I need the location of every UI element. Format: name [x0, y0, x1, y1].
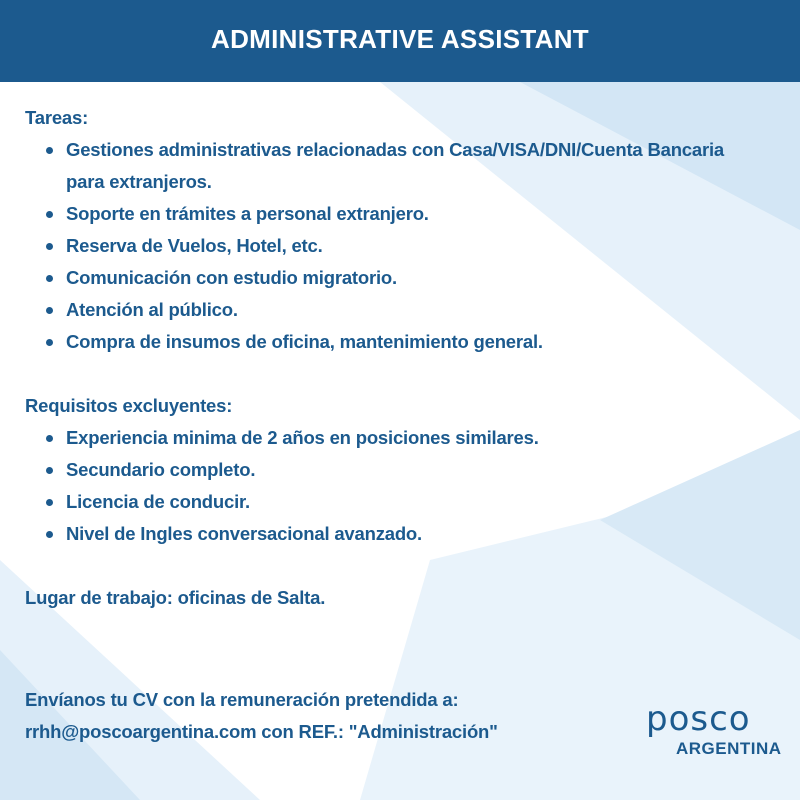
contact-line: Envíanos tu CV con la remuneración pretendida a: — [25, 689, 459, 710]
bullet-icon — [46, 467, 53, 474]
contact-email-line: rrhh@poscoargentina.com con REF.: "Administración" — [25, 721, 498, 742]
bullet-icon — [46, 275, 53, 282]
tasks-title: Tareas: — [25, 107, 89, 128]
spacer — [25, 358, 745, 390]
list-item: Reserva de Vuelos, Hotel, etc. — [66, 230, 745, 262]
bullet-icon — [46, 211, 53, 218]
spacer — [25, 550, 745, 582]
bullet-icon — [46, 147, 53, 154]
workplace-text: Lugar de trabajo: oficinas de Salta. — [25, 587, 326, 608]
logo-subtitle: ARGENTINA — [676, 739, 782, 758]
header-banner — [0, 0, 800, 82]
list-item: Secundario completo. — [66, 454, 745, 486]
list-item: Soporte en trámites a personal extranjero. — [66, 198, 745, 230]
bullet-icon — [46, 307, 53, 314]
tasks-list — [25, 134, 745, 358]
bullet-icon — [46, 531, 53, 538]
posco-logo — [646, 700, 786, 760]
bullet-icon — [46, 339, 53, 346]
bullet-icon — [46, 243, 53, 250]
list-item: Compra de insumos de oficina, mantenimiento general. — [66, 326, 745, 358]
bullet-icon — [46, 435, 53, 442]
bullet-icon — [46, 499, 53, 506]
requirements-list — [25, 422, 745, 550]
logo-wordmark: posco — [646, 699, 751, 739]
list-item: Experiencia minima de 2 años en posiciones similares. — [66, 422, 745, 454]
requirements-title: Requisitos excluyentes: — [25, 395, 233, 416]
job-description — [25, 102, 745, 614]
list-item: Atención al público. — [66, 294, 745, 326]
contact-info — [25, 684, 498, 748]
list-item: Licencia de conducir. — [66, 486, 745, 518]
list-item: Nivel de Ingles conversacional avanzado. — [66, 518, 745, 550]
page-title: ADMINISTRATIVE ASSISTANT — [211, 23, 589, 54]
list-item: Gestiones administrativas relacionadas con Casa/VISA/DNI/Cuenta Bancaria para extranjeros. — [66, 134, 745, 198]
list-item: Comunicación con estudio migratorio. — [66, 262, 745, 294]
